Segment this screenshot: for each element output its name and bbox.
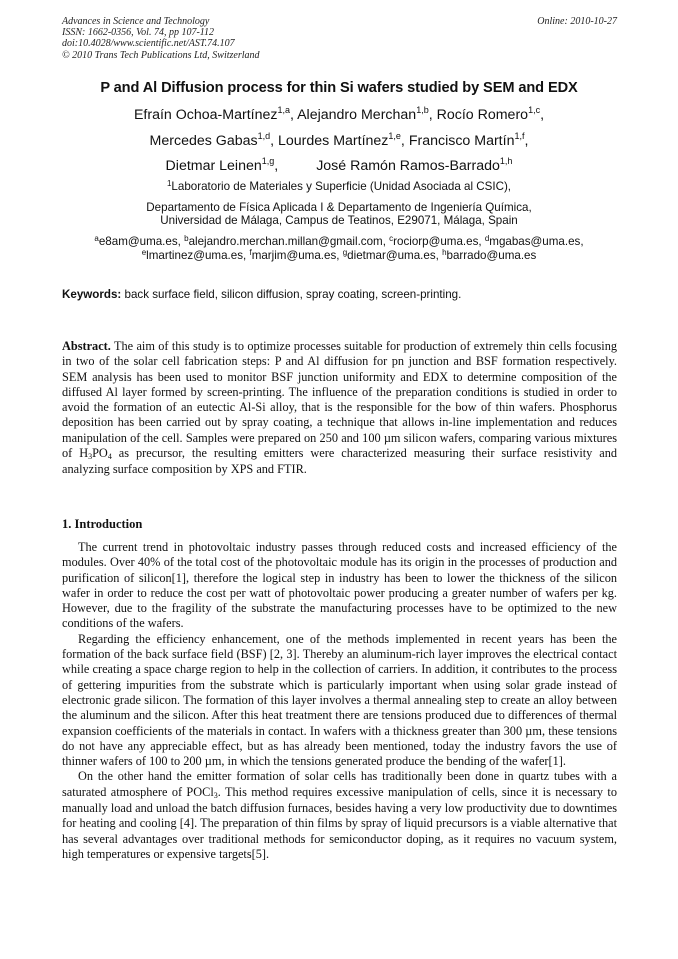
author-list bbox=[0, 103, 678, 180]
intro-paragraph: The current trend in photovoltaic industry passes through reduced costs and increased efficiency of the modules. Over 40% of the total cost of the photovoltaic module has its origin in the processes of production and purification of silicon[1], therefore the logical step in industry has been to lower the thickness of the silicon wafer in order to reduce the cost per watt of photovoltaic power producing a greater number of wafers per kg. However, due to the fragility of the substrate the manufacturing processes have to be optimized to the new conditions of the wafers. bbox=[62, 540, 617, 631]
author-name: Lourdes Martínez bbox=[278, 132, 389, 149]
author-name: Francisco Martín bbox=[408, 132, 515, 149]
email-link[interactable]: alejandro.merchan.millan@gmail.com bbox=[188, 234, 383, 248]
email-link[interactable]: lmartinez@uma.es bbox=[146, 248, 243, 262]
author-affil-sup: 1,f bbox=[514, 130, 525, 141]
abstract-paragraph bbox=[62, 339, 617, 478]
affiliation-block bbox=[0, 180, 678, 263]
intro-paragraph: Regarding the efficiency enhancement, one of the methods implemented in recent years has been the formation of the back surface field (BSF) [2, 3]. Thereby an aluminum-rich layer improves the electrical contact while creating a space charge region to help in the collection of carriers. In addition, it contributes to the process of gettering impurities from the substrate which is particularly important when using solar grade instead of electronic grade silicon. The formation of this layer involves a thermal annealing step to create an alloy between the aluminum and the silicon. After this heat treatment there are tensions produced due to differences of thermal expansion coefficients of the materials in contact. In wafers with a thickness greater than 300 µm, these tensions do not have any appreciable effect, but as has already been mentioned, today the industry favors the use of thinner wafers of 100 to 200 µm, in which the tensions generated produce the bending of the wafer[1]. bbox=[62, 631, 617, 769]
abstract-text: The aim of this study is to optimize processes suitable for production of extremely thin cells focusing in two of the solar cell fabrication steps: P and Al diffusion for pn junction and BSF formation respectively. SEM analysis has been used to monitor BSF junction uniformity and EDX to determine composition of the diffused Al layer formed by screen-printing. The influence of the preparation conditions is studied in order to avoid the formation of an eutectic Al-Si alloy, that is the responsible for the bow of thin wafers. Phosphorus deposition has been carried out by spray coating, a technique that allows in-line implementation and reduces manipulation of the cell. Samples were prepared on 250 and 100 µm silicon wafers, comparing various mixtures of H bbox=[62, 339, 617, 461]
author-name: Rocío Romero bbox=[436, 107, 529, 123]
intro-text: . This method requires excessive manipulation of cells, since it is necessary to manually load and unload the batch diffusion furnaces, besides having a very low productivity due to downtimes for heating and cooling [4]. The preparation of thin films by spray of liquid precursors is a viable alternative that has several advantages over traditional methods for semiconductor doping, as it requires no vacuum system, high temperatures or expensive targets[5]. bbox=[62, 784, 617, 861]
formula-text: PO bbox=[92, 446, 108, 461]
author-name: José Ramón Ramos-Barrado bbox=[316, 158, 500, 174]
author-affil-sup: 1,e bbox=[388, 130, 401, 141]
author-affil-sup: 1,h bbox=[499, 156, 513, 166]
section-heading-introduction: 1. Introduction bbox=[62, 517, 143, 531]
doi-line: doi:10.4028/www.scientific.net/AST.74.107 bbox=[62, 38, 235, 50]
email-sup: c bbox=[389, 233, 394, 243]
author-affil-sup: 1,b bbox=[416, 105, 429, 115]
copyright-line: © 2010 Trans Tech Publications Ltd, Switzerland bbox=[62, 49, 260, 61]
introduction-body bbox=[62, 540, 617, 862]
author-row-1: Efraín Ochoa-Martínez$^{1,a}$, Alejandro Merchan$^{1,b}$, Rocío Romero$^{1,c}$, bbox=[133, 105, 545, 123]
email-sup: h bbox=[442, 247, 447, 257]
paper-title: P and Al Diffusion process for thin Si wafers studied by SEM and EDX bbox=[100, 80, 578, 96]
email-link[interactable]: e8am@uma.es bbox=[98, 234, 178, 248]
keywords-text: back surface field, silicon diffusion, spray coating, screen-printing. bbox=[121, 288, 462, 301]
affiliation-line bbox=[0, 180, 678, 194]
issn-line: ISSN: 1662-0356, Vol. 74, pp 107-112 bbox=[62, 27, 215, 39]
keywords-label: Keywords: bbox=[62, 288, 122, 301]
author-row-3: Dietmar Leinen$^{1,g}$, José Ramón Ramos-Barrado$^{1,h}$ bbox=[165, 156, 513, 174]
email-link[interactable]: dietmar@uma.es bbox=[347, 248, 436, 262]
abstract-label: Abstract. bbox=[62, 339, 111, 353]
affiliation-text: Laboratorio de Materiales y Superficie (Unidad Asociada al CSIC), bbox=[171, 180, 512, 193]
author-name: Efraín Ochoa-Martínez bbox=[133, 107, 278, 123]
email-sup: b bbox=[184, 233, 189, 243]
formula-subscript: 3 bbox=[213, 790, 218, 800]
online-date: Online: 2010-10-27 bbox=[537, 16, 617, 27]
formula-subscript: 3 bbox=[88, 452, 93, 462]
author-affil-sup: 1,g bbox=[261, 156, 275, 166]
formula-subscript: 4 bbox=[107, 452, 112, 462]
email-link[interactable]: marjim@uma.es bbox=[251, 248, 337, 262]
email-row-1: $^a$e8am@uma.es, $^b$alejandro.merchan.millan@gmail.com, $^c$rociorp@uma.es, $^d$mgabas@uma.es, bbox=[94, 233, 584, 248]
email-link[interactable]: mgabas@uma.es bbox=[489, 234, 581, 248]
intro-text: On the other hand the emitter formation of solar cells has traditionally been done in quartz tubes with a saturated atmosphere of POCl bbox=[62, 769, 617, 799]
email-row-2: $^e$lmartinez@uma.es, $^f$marjim@uma.es, $^g$dietmar@uma.es, $^h$barrado@uma.es bbox=[141, 247, 537, 262]
affiliation-line: Universidad de Málaga, Campus de Teatinos, E29071, Málaga, Spain bbox=[160, 214, 518, 228]
author-affil-sup: 1,a bbox=[277, 105, 290, 115]
author-name: Mercedes Gabas bbox=[149, 132, 258, 149]
email-sup: f bbox=[249, 247, 252, 257]
affiliation-sup: 1 bbox=[166, 179, 172, 188]
journal-header bbox=[62, 16, 617, 61]
email-link[interactable]: barrado@uma.es bbox=[446, 248, 537, 262]
author-name: Dietmar Leinen bbox=[165, 158, 262, 174]
affiliation-line: Departamento de Física Aplicada I & Departamento de Ingeniería Química, bbox=[146, 201, 532, 215]
abstract-text: as precursor, the resulting emitters were characterized measuring their surface resistivity and analyzing surface composition by XPS and FTIR. bbox=[62, 446, 617, 477]
email-sup: a bbox=[94, 233, 99, 243]
email-sup: d bbox=[484, 233, 490, 243]
email-link[interactable]: rociorp@uma.es bbox=[393, 234, 479, 248]
keywords-line bbox=[62, 288, 617, 301]
email-sup: e bbox=[141, 247, 147, 257]
author-affil-sup: 1,c bbox=[528, 105, 541, 115]
journal-name: Advances in Science and Technology bbox=[62, 16, 210, 27]
email-sup: g bbox=[342, 247, 348, 257]
intro-paragraph bbox=[62, 769, 617, 862]
author-row-2: Mercedes Gabas$^{1,d}$, Lourdes Martínez$^{1,e}$, Francisco Martín$^{1,f}$, bbox=[149, 130, 529, 149]
author-affil-sup: 1,d bbox=[257, 130, 271, 141]
author-name: Alejandro Merchan bbox=[297, 107, 417, 123]
